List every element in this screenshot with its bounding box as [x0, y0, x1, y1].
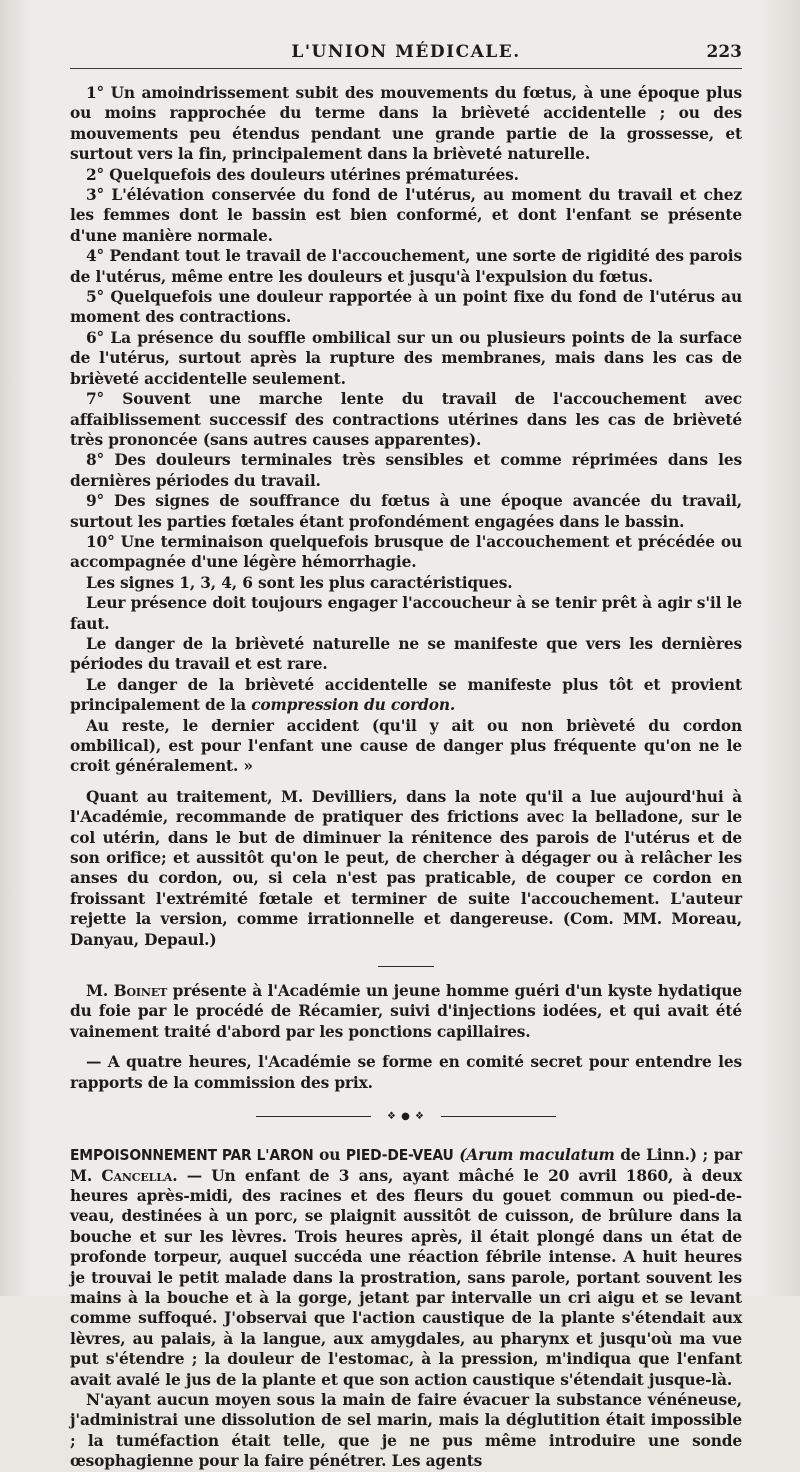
- list-item: 9° Des signes de souffrance du fœtus à une époque avancée du travail, surtout les parties fœtales étant profondément engagées dans le bassin.: [70, 492, 742, 531]
- running-head: [70, 38, 742, 69]
- ornament-knot-icon: ❖ ● ❖: [386, 1111, 425, 1123]
- article-heading-latin: (Arum maculatum: [459, 1146, 615, 1165]
- ornament-divider: [256, 1111, 556, 1123]
- page-number: 223: [706, 42, 742, 62]
- list-item: 2° Quelquefois des douleurs utérines prématurées.: [86, 165, 519, 184]
- boinet-paragraph: [70, 981, 742, 1042]
- list-item: 6° La présence du souffle ombilical sur un ou plusieurs points de la surface de l'utérus, surtout après la rupture des membranes, mais dans les cas de brièveté accidentelle seulement.: [70, 328, 742, 388]
- committee-paragraph: — A quatre heures, l'Académie se forme en comité secret pour entendre les rapports de la commission des prix.: [70, 1053, 742, 1092]
- article-paragraph: [70, 1145, 742, 1390]
- article-heading: EMPOISONNEMENT PAR L'ARON: [70, 1146, 314, 1165]
- danger-accidental-paragraph: [70, 675, 742, 716]
- signs-paragraph: Les signes 1, 3, 4, 6 sont les plus caractéristiques.: [86, 573, 513, 592]
- boinet-name: M. Boinet: [86, 982, 168, 1001]
- article-heading-plant: PIED-DE-VEAU: [345, 1146, 454, 1165]
- ornament-line-right: [441, 1116, 556, 1117]
- journal-title: L'UNION MÉDICALE.: [291, 42, 521, 62]
- signs-list: [70, 83, 742, 573]
- danger-accidental-emphasis: compression du cordon.: [251, 696, 456, 715]
- list-item: 7° Souvent une marche lente du travail de l'accouchement avec affaiblissement successif des contractions utérines dans les cas de brièveté très prononcée (sans autres causes apparentes).: [70, 390, 742, 449]
- article-body-continued: N'ayant aucun moyen sous la main de faire évacuer la substance vénéneuse, j'administrai une dissolution de sel marin, mais la déglutition était impossible ; la tuméfaction était telle, que je ne pus même introduire une sonde œsophagienne pour la faire pénétrer. Les agents: [70, 1390, 742, 1471]
- list-item: 4° Pendant tout le travail de l'accouchement, une sorte de rigidité des parois de l'utérus, même entre les douleurs et jusqu'à l'expulsion du fœtus.: [70, 247, 742, 286]
- treatment-paragraph: Quant au traitement, M. Devilliers, dans la note qu'il a lue aujourd'hui à l'Académie, recommande de pratiquer des frictions avec la belladone, sur le col utérin, dans le but de diminuer la rénitence des parois de l'utérus et de son orifice; et aussitôt qu'on le peut, de chercher à dégager ou à relâcher les anses du cordon, ou, si cela n'est pas praticable, de couper ce cordon en froissant l'extrémité fœtale et terminer de suite l'accouchement. L'auteur rejette la version, comme irrationnelle et dangereuse. (Com. MM. Moreau, Danyau, Depaul.): [70, 787, 742, 949]
- boinet-text: présente à l'Académie un jeune homme guéri d'un kyste hydatique du foie par le procédé de Récamier, suivi d'injections iodées, et qui avait été vainement traité d'abord par les ponctions capillaires.: [70, 982, 742, 1041]
- list-item: 5° Quelquefois une douleur rapportée à un point fixe du fond de l'utérus au moment des contractions.: [70, 288, 742, 327]
- danger-accidental-text: Le danger de la brièveté accidentelle se manifeste plus tôt et provient principalement de la: [70, 675, 742, 715]
- list-item: 3° L'élévation conservée du fond de l'utérus, au moment du travail et chez les femmes dont le bassin est bien conformé, et dont l'enfant se présente d'une manière normale.: [70, 186, 742, 245]
- remainder-paragraph: Au reste, le dernier accident (qu'il y ait ou non brièveté du cordon ombilical), est pour l'enfant une cause de danger plus fréquente qu'on ne le croit généralement. »: [70, 716, 742, 776]
- article-heading-or: ou: [313, 1146, 346, 1165]
- list-item: 1° Un amoindrissement subit des mouvements du fœtus, à une époque plus ou moins rapprochée du terme dans la brièveté accidentelle ; ou des mouvements peu étendus pendant une grande partie de la grossesse, et surtout vers la fin, principalement dans la brièveté naturelle.: [70, 84, 742, 164]
- list-item: 10° Une terminaison quelquefois brusque de l'accouchement et précédée ou accompagnée d'une légère hémorrhagie.: [70, 532, 742, 572]
- presence-paragraph: Leur présence doit toujours engager l'accoucheur à se tenir prêt à agir s'il le faut.: [70, 594, 742, 633]
- article-body: — Un enfant de 3 ans, ayant mâché le 20 avril 1860, à deux heures après-midi, des racines et des fleurs du gouet commun ou pied-de-veau, destinées à un porc, se plaignit aussitôt de cuisson, de brûlure dans la bouche et sur les lèvres. Trois heures après, il était plongé dans un état de profonde torpeur, auquel succéda une réaction fébrile intense. A huit heures je trouvai le petit malade dans la prostration, sans parole, portant souvent les mains à la bouche et à la gorge, jetant par intervalle un cri aigu et se levant comme suffoqué. J'observai que l'action caustique de la plante s'étendait aux lèvres, au palais, à la langue, aux amygdales, au pharynx et jusqu'où ma vue put s'étendre ; la douleur de l'estomac, à la pression, m'indiqua que l'enfant avait avalé le jus de la plante et que son action caustique s'étendait jusque-là.: [70, 1166, 742, 1389]
- danger-natural-paragraph: Le danger de la brièveté naturelle ne se manifeste que vers les dernières périodes du travail et est rare.: [70, 634, 742, 674]
- section-divider: [378, 966, 434, 967]
- article-author: Cancella.: [101, 1166, 178, 1185]
- ornament-line-left: [256, 1116, 371, 1117]
- list-item: 8° Des douleurs terminales très sensibles et comme réprimées dans les dernières périodes du travail.: [70, 451, 742, 490]
- article-heading-linn: de Linn.) ; par M.: [70, 1146, 742, 1185]
